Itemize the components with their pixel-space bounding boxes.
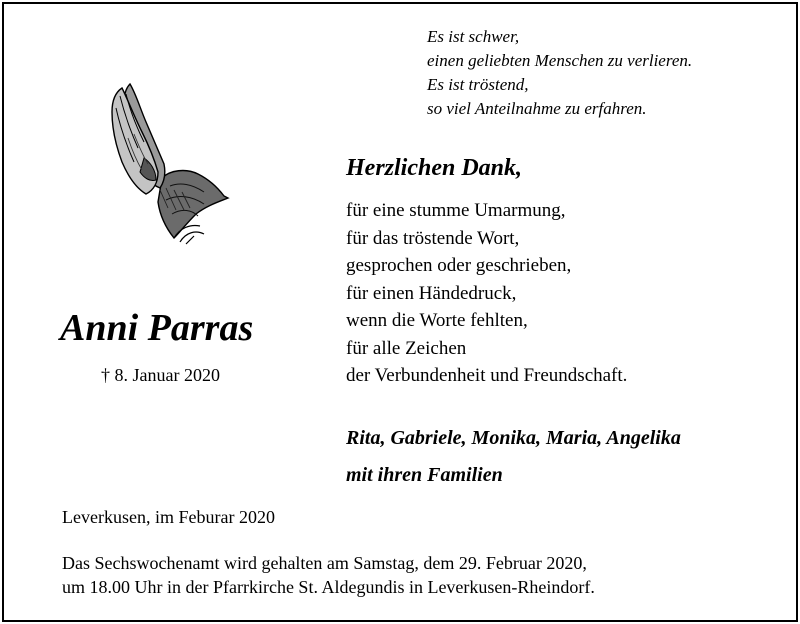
family-signature — [346, 420, 681, 494]
thanks-line: gesprochen oder geschrieben, — [346, 255, 572, 276]
deceased-name: Anni Parras — [60, 307, 254, 349]
thanks-title: Herzlichen Dank, — [346, 155, 523, 181]
quote-block — [427, 25, 692, 121]
quote-line: Es ist schwer, — [427, 27, 520, 46]
death-date: † 8. Januar 2020 — [101, 365, 220, 385]
service-line: um 18.00 Uhr in der Pfarrkirche St. Aldegundis in Leverkusen-Rheindorf. — [62, 577, 595, 597]
thanks-line: für alle Zeichen — [346, 337, 467, 359]
quote-line: Es ist tröstend, — [427, 75, 529, 94]
quote-line: so viel Anteilnahme zu erfahren. — [427, 99, 647, 118]
praying-hands-icon — [100, 78, 230, 246]
thanks-line: der Verbundenheit und Freundschaft. — [346, 365, 628, 386]
thanks-line: für das tröstende Wort, — [346, 227, 520, 249]
family-with-families: mit ihren Familien — [346, 464, 503, 486]
thanks-line: für einen Händedruck, — [346, 282, 517, 304]
thanks-list — [346, 197, 627, 390]
thanks-line: für eine stumme Umarmung, — [346, 200, 566, 221]
place-date: Leverkusen, im Feburar 2020 — [62, 507, 275, 527]
service-info — [62, 551, 595, 599]
service-line: Das Sechswochenamt wird gehalten am Samstag, dem 29. Februar 2020, — [62, 553, 587, 573]
family-names: Rita, Gabriele, Monika, Maria, Angelika — [346, 427, 681, 449]
quote-line: einen geliebten Menschen zu verlieren. — [427, 51, 693, 70]
thanks-line: wenn die Worte fehlten, — [346, 310, 528, 331]
